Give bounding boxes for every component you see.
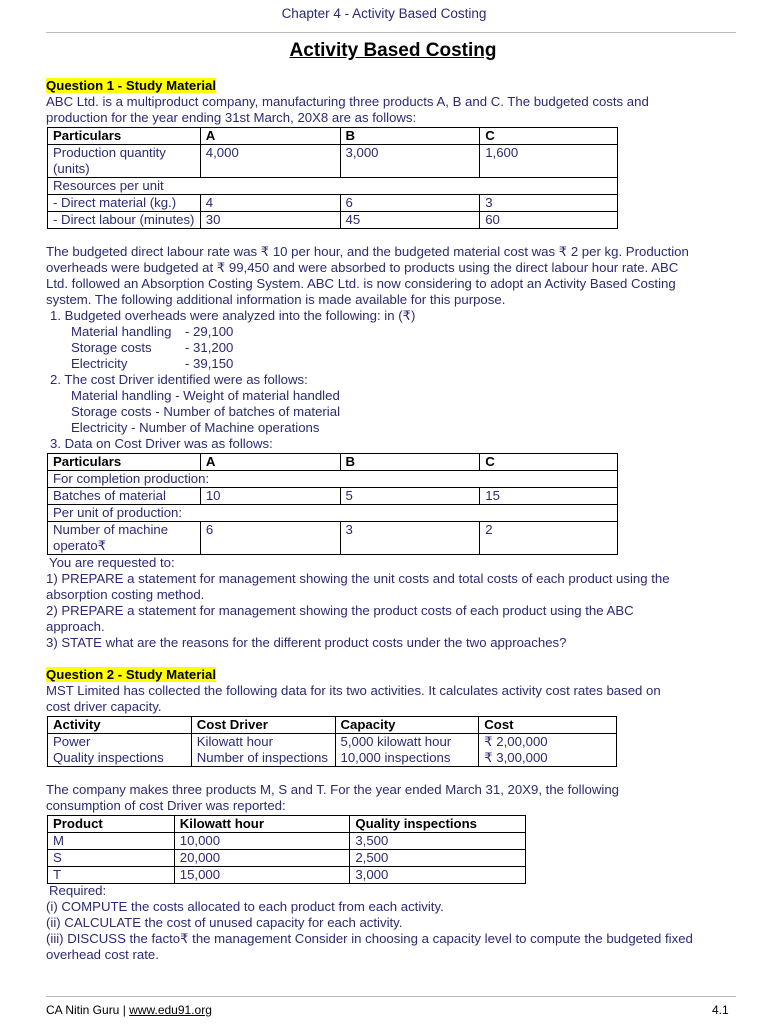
table-header-cell: Quality inspections [350, 816, 526, 833]
table-cell: T [48, 867, 175, 884]
table-row [48, 471, 618, 488]
page-number: 4.1 [712, 1003, 729, 1017]
table-cell: Batches of material [48, 488, 201, 505]
table-header-cell: Activity [48, 717, 192, 734]
table-header-cell: Kilowatt hour [174, 816, 350, 833]
footer-divider [46, 996, 736, 997]
table-cell: Resources per unit [48, 178, 618, 195]
q1-requirement-2-line-1: 2) PREPARE a statement for management showing the product costs of each product using the ABC [46, 603, 634, 618]
q1-paragraph-line-2: overheads were budgeted at ₹ 99,450 and were absorbed to products using the direct labour hour rate. ABC [46, 260, 679, 275]
q1-intro-line-2: production for the year ending 31st March, 20X8 are as follows: [46, 110, 417, 125]
table-cell: 30 [200, 212, 340, 229]
q2-requirements-intro: Required: [49, 883, 107, 898]
q2-requirement-1: (i) COMPUTE the costs allocated to each product from each activity. [46, 899, 444, 914]
table-cell: 3,000 [350, 867, 526, 884]
table-row [48, 833, 526, 850]
table-header-row [48, 454, 618, 471]
table-header-cell: C [480, 454, 618, 471]
q1-production-table [47, 127, 618, 229]
table-row [48, 734, 617, 767]
question-1-label: Question 1 - Study Material [46, 78, 217, 93]
chapter-header: Chapter 4 - Activity Based Costing [281, 6, 487, 21]
table-cell: 3,000 [340, 145, 480, 178]
table-header-cell: Capacity [335, 717, 479, 734]
table-cell: For completion production: [48, 471, 618, 488]
table-cell: 45 [340, 212, 480, 229]
table-header-cell: A [200, 454, 340, 471]
table-cell: ₹ 2,00,000 ₹ 3,00,000 [479, 734, 617, 767]
table-header-cell: B [340, 454, 480, 471]
table-row [48, 522, 618, 555]
table-header-cell: Particulars [48, 454, 201, 471]
q1-requirements-intro: You are requested to: [49, 555, 175, 570]
table-cell: 15 [480, 488, 618, 505]
header-divider [46, 32, 736, 33]
table-header-row [48, 816, 526, 833]
table-cell: 3 [340, 522, 480, 555]
table-cell: - Direct labour (minutes) [48, 212, 201, 229]
table-cell: S [48, 850, 175, 867]
q2-requirement-3-line-2: overhead cost rate. [46, 947, 159, 962]
table-row [48, 505, 618, 522]
overhead-value: - 29,100 [185, 324, 234, 339]
q2-paragraph-line-1: The company makes three products M, S and T. For the year ended March 31, 20X9, the following [46, 782, 619, 797]
table-row [48, 195, 618, 212]
table-cell: - Direct material (kg.) [48, 195, 201, 212]
table-row [48, 212, 618, 229]
table-cell: Per unit of production: [48, 505, 618, 522]
table-header-cell: C [480, 128, 618, 145]
table-row [48, 488, 618, 505]
table-cell: 4 [200, 195, 340, 212]
q1-requirement-2-line-2: approach. [46, 619, 105, 634]
page-title: Activity Based Costing [289, 40, 497, 61]
q2-intro-line-2: cost driver capacity. [46, 699, 162, 714]
table-cell: M [48, 833, 175, 850]
question-2-label: Question 2 - Study Material [46, 667, 217, 682]
table-cell: Kilowatt hour Number of inspections [191, 734, 335, 767]
q2-paragraph-line-2: consumption of cost Driver was reported: [46, 798, 286, 813]
table-cell: Number of machine operato₹ [48, 522, 201, 555]
table-cell: Power Quality inspections [48, 734, 192, 767]
q1-cost-driver-table [47, 453, 618, 555]
q2-requirement-2: (ii) CALCULATE the cost of unused capacity for each activity. [46, 915, 403, 930]
table-cell: 3 [480, 195, 618, 212]
q2-consumption-table [47, 815, 526, 884]
footer-website-link[interactable]: www.edu91.org [129, 1003, 212, 1017]
table-cell: 2,500 [350, 850, 526, 867]
table-cell: 2 [480, 522, 618, 555]
q1-requirement-3: 3) STATE what are the reasons for the different product costs under the two approaches? [46, 635, 567, 650]
table-cell: 10 [200, 488, 340, 505]
cost-driver-line: Electricity - Number of Machine operations [71, 420, 320, 435]
overhead-name: Electricity [71, 356, 128, 371]
table-row [48, 145, 618, 178]
overhead-name: Material handling [71, 324, 172, 339]
q2-activity-table [47, 716, 617, 767]
footer-credit [46, 1003, 212, 1017]
table-row [48, 850, 526, 867]
cost-driver-line: Storage costs - Number of batches of material [71, 404, 340, 419]
table-cell: 4,000 [200, 145, 340, 178]
table-header-row [48, 717, 617, 734]
table-row [48, 867, 526, 884]
table-header-row [48, 128, 618, 145]
q1-list-item-2: 2. The cost Driver identified were as follows: [50, 372, 308, 387]
q1-paragraph-line-3: Ltd. followed an Absorption Costing System. ABC Ltd. is now considering to adopt an Activity Based Costing [46, 276, 676, 291]
q1-list-item-1: 1. Budgeted overheads were analyzed into the following: in (₹) [50, 308, 416, 323]
q1-paragraph-line-1: The budgeted direct labour rate was ₹ 10 per hour, and the budgeted material cost was ₹ 2 per kg. Production [46, 244, 689, 259]
table-cell: 6 [200, 522, 340, 555]
overhead-name: Storage costs [71, 340, 152, 355]
table-cell: 15,000 [174, 867, 350, 884]
table-row [48, 178, 618, 195]
table-cell: Production quantity (units) [48, 145, 201, 178]
table-cell: 5 [340, 488, 480, 505]
overhead-value: - 39,150 [185, 356, 234, 371]
table-cell: 3,500 [350, 833, 526, 850]
q1-paragraph-line-4: system. The following additional information is made available for this purpose. [46, 292, 506, 307]
q1-intro-line-1: ABC Ltd. is a multiproduct company, manufacturing three products A, B and C. The budgeted costs and [46, 94, 649, 109]
table-header-cell: Product [48, 816, 175, 833]
q1-requirement-1-line-1: 1) PREPARE a statement for management showing the unit costs and total costs of each product using the [46, 571, 670, 586]
table-cell: 5,000 kilowatt hour 10,000 inspections [335, 734, 479, 767]
table-header-cell: Cost Driver [191, 717, 335, 734]
table-cell: 10,000 [174, 833, 350, 850]
q1-requirement-1-line-2: absorption costing method. [46, 587, 205, 602]
table-header-cell: A [200, 128, 340, 145]
q1-list-item-3: 3. Data on Cost Driver was as follows: [50, 436, 273, 451]
table-cell: 1,600 [480, 145, 618, 178]
table-cell: 6 [340, 195, 480, 212]
cost-driver-line: Material handling - Weight of material handled [71, 388, 340, 403]
table-header-cell: B [340, 128, 480, 145]
table-cell: 20,000 [174, 850, 350, 867]
overhead-value: - 31,200 [185, 340, 234, 355]
table-header-cell: Particulars [48, 128, 201, 145]
footer-author: CA Nitin Guru | [46, 1003, 130, 1017]
q2-intro-line-1: MST Limited has collected the following data for its two activities. It calculates activity cost rates based on [46, 683, 661, 698]
table-header-cell: Cost [479, 717, 617, 734]
table-cell: 60 [480, 212, 618, 229]
q2-requirement-3-line-1: (iii) DISCUSS the facto₹ the management Consider in choosing a capacity level to compute the budgeted fixed [46, 931, 693, 946]
